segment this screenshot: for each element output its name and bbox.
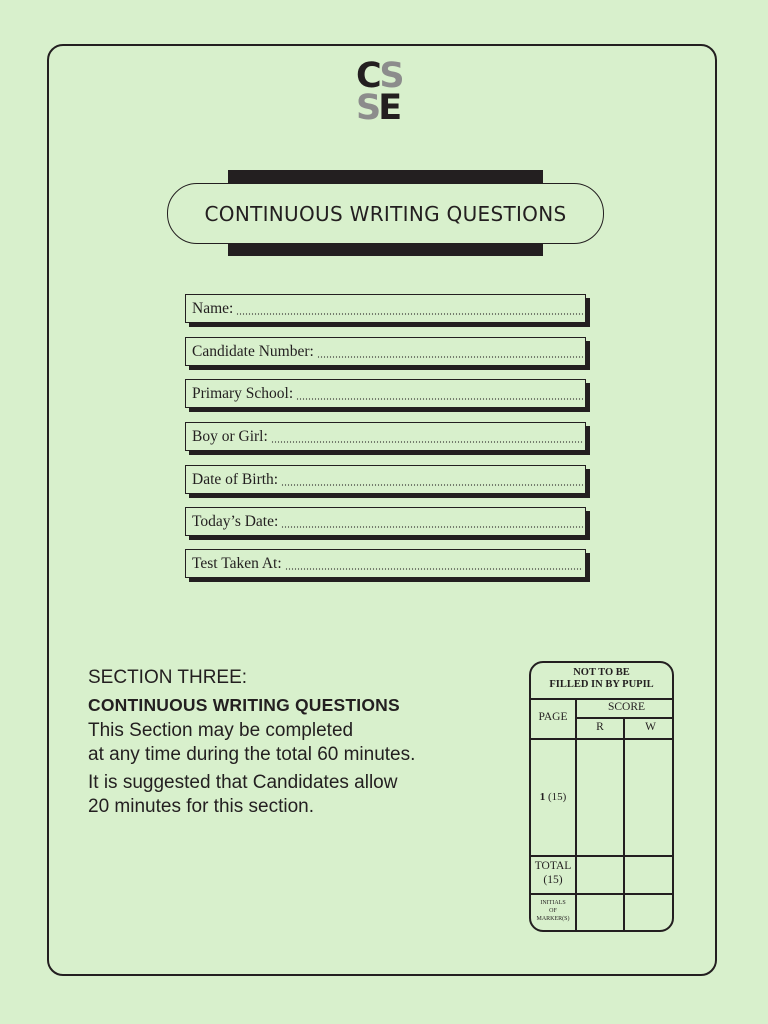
section-instructions [88, 666, 508, 823]
todays-date-label: Today’s Date: [192, 513, 279, 530]
w-column-header: W [645, 721, 656, 733]
title-bar-bottom [228, 243, 543, 256]
not-to-be-filled-header: NOT TO BE FILLED IN BY PUPIL [549, 667, 654, 690]
initials-of-markers-label: INITIALS OF MARKER(S) [536, 900, 570, 922]
section-paragraph-2: It is suggested that Candidates allow 20 minutes for this section. [88, 772, 398, 817]
candidate-number-label: Candidate Number: [192, 343, 314, 360]
section-subheading: CONTINUOUS WRITING QUESTIONS [88, 695, 400, 715]
page-title: CONTINUOUS WRITING QUESTIONS [167, 183, 604, 244]
test-taken-at-field[interactable] [185, 549, 586, 578]
score-box-divider [623, 717, 625, 932]
title-bar-top [228, 170, 543, 183]
name-label: Name: [192, 300, 234, 317]
score-box-divider [531, 738, 674, 740]
r-column-header: R [596, 721, 604, 733]
section-heading: SECTION THREE: [88, 667, 248, 688]
page-column-header: PAGE [538, 711, 568, 723]
boy-or-girl-field[interactable] [185, 422, 586, 451]
primary-school-dotted-line [296, 398, 583, 400]
todays-date-field[interactable] [185, 507, 586, 536]
date-of-birth-field[interactable] [185, 465, 586, 494]
csse-logo: CS SE [356, 56, 402, 128]
primary-school-label: Primary School: [192, 385, 294, 402]
candidate-number-field[interactable] [185, 337, 586, 366]
test-taken-at-label: Test Taken At: [192, 555, 282, 572]
candidate-number-dotted-line [317, 356, 583, 358]
score-box-divider [531, 855, 674, 857]
score-box-divider [575, 698, 577, 932]
section-paragraph-1: This Section may be completed at any time during the total 60 minutes. [88, 720, 416, 765]
date-of-birth-dotted-line [281, 484, 583, 486]
test-taken-at-dotted-line [285, 568, 583, 570]
score-column-header: SCORE [607, 701, 646, 713]
date-of-birth-label: Date of Birth: [192, 471, 279, 488]
marker-score-box [529, 661, 674, 932]
boy-or-girl-label: Boy or Girl: [192, 428, 268, 445]
todays-date-dotted-line [281, 526, 583, 528]
name-field[interactable] [185, 294, 586, 323]
boy-or-girl-dotted-line [271, 441, 583, 443]
score-box-divider [531, 893, 674, 895]
page-1-label: 1 (15) [539, 791, 567, 803]
total-label: TOTAL (15) [534, 860, 572, 886]
name-dotted-line [236, 313, 583, 315]
primary-school-field[interactable] [185, 379, 586, 408]
score-box-divider [531, 698, 674, 700]
